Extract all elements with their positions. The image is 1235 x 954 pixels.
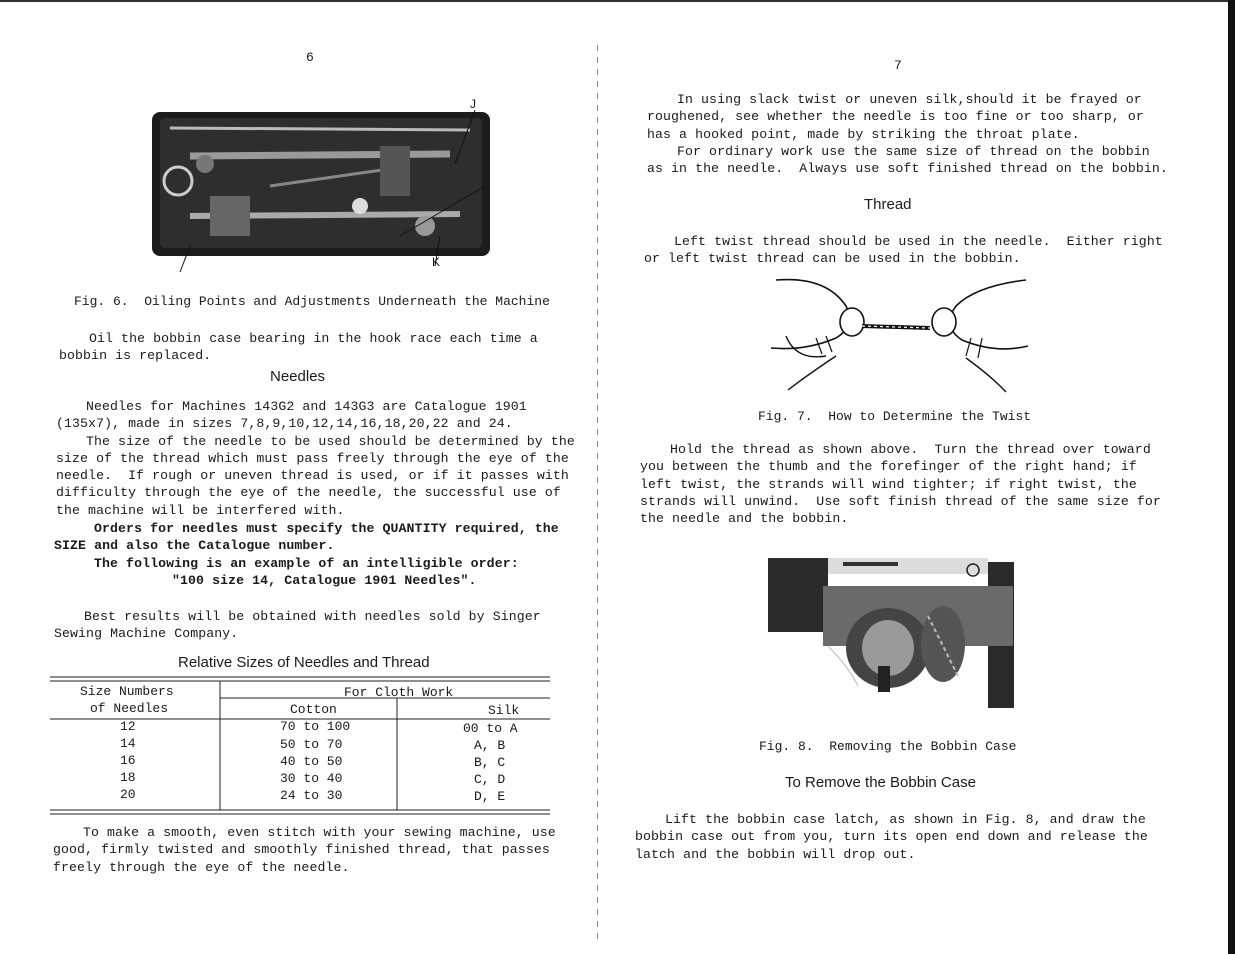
left-page [0, 0, 600, 954]
hold-thread-paragraph: Hold the thread as shown above. Turn the thread over toward you between the thumb and the forefinger of the right hand; if left twist, the strands will wind tighter; if right twist, the strands will unwind. Use soft finish thread of the same size for the needle and the bobbin. [640, 442, 1161, 527]
fig7-caption: Fig. 7. How to Determine the Twist [758, 409, 1032, 424]
needles-paragraph: Needles for Machines 143G2 and 143G3 are Catalogue 1901 (135x7), made in sizes 7,8,9,10,12,14,16,18,20,22 and 24. The size of the needle to be used should be determined by the size of the thread which must pass freely through the eye of the needle. If rough or uneven thread is used, or if it passes with difficulty through the eye of the needle, the successful use of the machine will be interfered with. [56, 399, 575, 518]
thread-paragraph: Left twist thread should be used in the needle. Either right or left twist thread can be used in the bobbin. [644, 234, 1163, 267]
col-size-header-2: of Needles [90, 701, 169, 716]
table-cell-silk: B, C [474, 755, 506, 770]
table-cell-cotton: 30 to 40 [280, 771, 343, 786]
oil-paragraph: Oil the bobbin case bearing in the hook race each time a bobbin is replaced. [59, 331, 538, 364]
fig8-caption: Fig. 8. Removing the Bobbin Case [759, 739, 1017, 754]
right-page [600, 0, 1235, 954]
table-cell-size: 12 [120, 719, 136, 734]
table-cell-size: 14 [120, 736, 136, 751]
col-size-header-1: Size Numbers [80, 684, 174, 699]
table-cell-size: 18 [120, 770, 136, 785]
fig6-caption: Fig. 6. Oiling Points and Adjustments Underneath the Machine [74, 294, 550, 309]
table-cell-silk: A, B [474, 738, 506, 753]
table-cell-cotton: 24 to 30 [280, 788, 343, 803]
best-results-paragraph: Best results will be obtained with needles sold by Singer Sewing Machine Company. [54, 609, 541, 642]
table-cell-cotton: 70 to 100 [280, 719, 351, 734]
table-cell-size: 16 [120, 753, 136, 768]
table-cell-silk: 00 to A [463, 721, 518, 736]
slack-twist-paragraph: In using slack twist or uneven silk,should it be frayed or roughened, see whether the needle is too fine or too sharp, or has a hooked point, made by striking the throat plate. For ordinary work use the same size of thread on the bobbin as in the needle. Always use soft finished thread on the bobbin. [647, 92, 1168, 177]
col-group-header: For Cloth Work [344, 685, 454, 700]
smooth-stitch-paragraph: To make a smooth, even stitch with your sewing machine, use good, firmly twisted and smoothly finished thread, that passes freely through the eye of the needle. [53, 825, 556, 875]
orders-paragraph: Orders for needles must specify the QUANTITY required, the SIZE and also the Catalogue number. The following is an example of an intelligible order: "100 size 14, Catalogue 1901 Needles". [54, 521, 559, 588]
fig6-machine-underside-image [150, 96, 495, 274]
remove-bobbin-heading: To Remove the Bobbin Case [785, 774, 976, 791]
table-cell-silk: D, E [474, 789, 506, 804]
remove-bobbin-paragraph: Lift the bobbin case latch, as shown in Fig. 8, and draw the bobbin case out from you, turn its open end down and release the latch and the bobbin will drop out. [635, 812, 1148, 862]
col-cotton-header: Cotton [290, 702, 337, 717]
table-cell-size: 20 [120, 787, 136, 802]
table-cell-silk: C, D [474, 772, 506, 787]
fig7-twist-illustration [766, 276, 1036, 396]
page-number-right: 7 [894, 58, 902, 73]
page-number-left: 6 [306, 50, 314, 65]
table-cell-cotton: 40 to 50 [280, 754, 343, 769]
col-silk-header: Silk [488, 703, 520, 718]
fig6-label-k: K [432, 255, 441, 269]
needles-heading: Needles [270, 368, 326, 385]
table-heading: Relative Sizes of Needles and Thread [178, 654, 430, 671]
table-cell-cotton: 50 to 70 [280, 737, 343, 752]
needle-thread-table [50, 676, 550, 812]
thread-heading: Thread [864, 196, 912, 213]
fig8-bobbin-case-photo [768, 556, 1016, 708]
fig6-label-j: J [470, 97, 476, 111]
